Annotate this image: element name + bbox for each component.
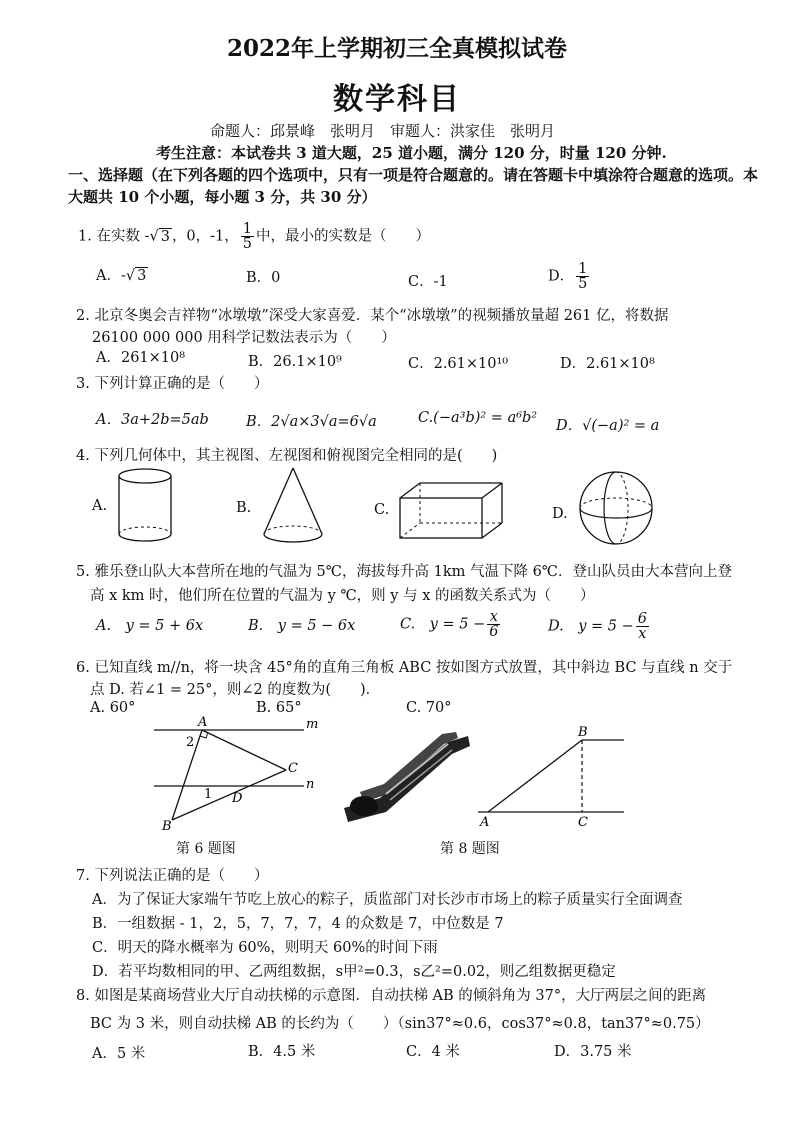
fig6-label-a: A [198,716,208,730]
q8-option-c[interactable]: C．4 米 [406,1044,460,1060]
q5-line1: 5. 雅乐登山队大本营所在地的气温为 5℃，海拔每升高 1km 气温下降 6℃．登山队员由大本营向上登 [76,564,733,580]
fig6-label-b: B [162,819,172,834]
q5-option-d-frac [636,612,649,641]
cylinder-figure [112,466,182,546]
q5-option-d[interactable] [548,612,651,641]
q5-option-c-num: x [487,610,500,625]
section-1-heading: 一、选择题（在下列各题的四个选项中，只有一项是符合题意的。请在答题卡中填涂符合题意的选项。本大题共 10 个小题，每小题 3 分，共 30 分） [68,166,759,206]
q7-stem: 7. 下列说法正确的是（ ） [76,868,269,884]
q1-option-d[interactable] [548,262,591,291]
escalator-base [350,796,378,816]
q1-stem [78,222,430,251]
q5-option-c-frac [487,610,500,639]
figure-6-diagram [150,716,320,834]
fig8-label-b: B [578,726,588,740]
fig8-label-a: A [480,815,490,830]
figure-8-caption: 第 8 题图 [440,841,500,857]
fig8-label-c: C [578,815,588,830]
side-ac [202,730,286,770]
q3-option-d[interactable]: D．√(−a)² = a [556,418,660,434]
cuboid-figure [396,480,506,542]
q5-option-c[interactable] [400,610,502,639]
q3-stem: 3. 下列计算正确的是（ ） [76,376,269,392]
q5-option-d-den: x [638,626,647,642]
fig6-label-m: m [306,717,319,732]
q4-option-c[interactable]: C. [374,502,390,518]
fig6-angle-1: 1 [204,787,213,802]
q5-line2: 高 x km 时，他们所在位置的气温为 y ℃，则 y 与 x 的函数关系式为（ ） [90,588,595,604]
q6-option-a[interactable]: A. 60° [90,700,136,716]
q1-stem-post: 中，最小的实数是（ ） [256,228,431,245]
q1-frac-num: 1 [242,221,253,237]
q8-option-a[interactable]: A．5 米 [92,1046,146,1062]
q1-fraction [241,222,254,251]
q1-sqrt: √ 3 [149,228,170,245]
q2-option-a[interactable]: A．261×10⁸ [96,350,186,366]
q1-sqrt-radicand: 3 [160,228,170,245]
escalator-photo [340,728,474,824]
q1-option-a[interactable] [96,264,148,285]
q5-option-d-num: 6 [637,611,647,627]
q1-option-a-sqrt: √ 3 [125,268,147,284]
exam-notice: 考生注意：本试卷共 3 道大题，25 道小题，满分 120 分，时量 120 分钟. [156,144,667,162]
q8-option-d[interactable]: D．3.75 米 [554,1044,632,1060]
authors-line: 命题人：邱景峰 张明月 审题人：洪家佳 张明月 [210,122,556,140]
q7-option-d[interactable]: D．若平均数相同的甲、乙两组数据，s甲²=0.3，s乙²=0.02，则乙组数据更稳定 [92,964,616,980]
side-bc [172,770,286,820]
q3-option-a[interactable]: A．3a+2b=5ab [96,412,209,428]
q1-option-d-label: D． [548,268,575,285]
q1-stem-mid: ，0，-1， [171,228,239,245]
q4-stem: 4. 下列几何体中，其主视图、左视图和俯视图完全相同的是( ) [76,448,498,464]
sphere-figure [576,468,656,548]
cone-figure [258,466,328,548]
q1-option-a-radicand: 3 [137,268,147,284]
q6-line1: 6. 已知直线 m//n，将一块含 45°角的直角三角板 ABC 按如图方式放置，其中斜边 BC 与直线 n 交于 [76,660,733,676]
figure-8-diagram [474,726,634,830]
q5-option-d-label: D. y = 5 − [548,618,634,635]
q4-option-a[interactable]: A. [92,498,108,514]
subject-title: 数学科目 [333,82,461,117]
q4-option-d[interactable]: D. [552,506,568,522]
fig6-label-d: D [232,791,243,806]
q6-option-c[interactable]: C. 70° [406,700,452,716]
q3-option-c[interactable]: C.(−a³b)² = a⁶b² [418,410,538,426]
q1-option-b[interactable]: B．0 [246,270,281,286]
q1-frac-den: 5 [242,236,253,252]
q3-option-b[interactable]: B．2√a×3√a=6√a [246,414,377,430]
q1-option-d-frac [576,262,589,291]
figure-6-caption: 第 6 题图 [176,841,236,857]
q6-option-b[interactable]: B. 65° [256,700,302,716]
fig6-label-n: n [306,777,315,792]
q1-option-d-num: 1 [578,261,588,277]
q5-option-c-den: 6 [489,624,499,640]
q5-option-c-label: C. y = 5 − [400,616,486,633]
q7-option-c[interactable]: C．明天的降水概率为 60%，则明天 60%的时间下雨 [92,940,438,956]
fig6-angle-2: 2 [186,735,195,750]
segment-ab [488,740,582,812]
q2-line1: 2. 北京冬奥会吉祥物“冰墩墩”深受大家喜爱．某个“冰墩墩”的视频播放量超 261 亿，将数据 [76,308,669,324]
fig6-label-c: C [288,761,298,776]
q4-option-b[interactable]: B. [236,500,252,516]
q8-option-b[interactable]: B．4.5 米 [248,1044,316,1060]
q2-option-c[interactable]: C．2.61×10¹⁰ [408,356,509,372]
q8-line1: 8. 如图是某商场营业大厅自动扶梯的示意图．自动扶梯 AB 的倾斜角为 37°，大厅两层之间的距离 [76,988,707,1004]
q1-option-c[interactable]: C．-1 [408,274,448,290]
q1-stem-pre: 1. 在实数 - [78,228,150,245]
q8-line2: BC 为 3 米，则自动扶梯 AB 的长约为（ ）（sin37°≈0.6，cos37°≈0.8，tan37°≈0.75） [90,1016,710,1032]
q7-option-b[interactable]: B．一组数据 - 1，2，5，7，7，7，4 的众数是 7，中位数是 7 [92,916,504,932]
q5-option-a[interactable]: A. y = 5 + 6x [96,618,204,634]
q2-option-d[interactable]: D．2.61×10⁸ [560,356,655,372]
exam-title: 2022年上学期初三全真模拟试卷 [226,35,567,62]
q7-option-a[interactable]: A．为了保证大家端午节吃上放心的粽子，质监部门对长沙市市场上的粽子质量实行全面调查 [92,892,683,908]
q2-option-b[interactable]: B．26.1×10⁹ [248,354,342,370]
q1-option-d-den: 5 [578,276,588,292]
q5-option-b[interactable]: B. y = 5 − 6x [248,618,356,634]
escalator-steps [386,744,448,794]
q1-option-a-label: A．- [96,268,126,284]
q6-line2: 点 D. 若∠1 = 25°，则∠2 的度数为( )． [90,682,381,698]
q2-line2: 26100 000 000 用科学记数法表示为（ ） [92,330,396,346]
